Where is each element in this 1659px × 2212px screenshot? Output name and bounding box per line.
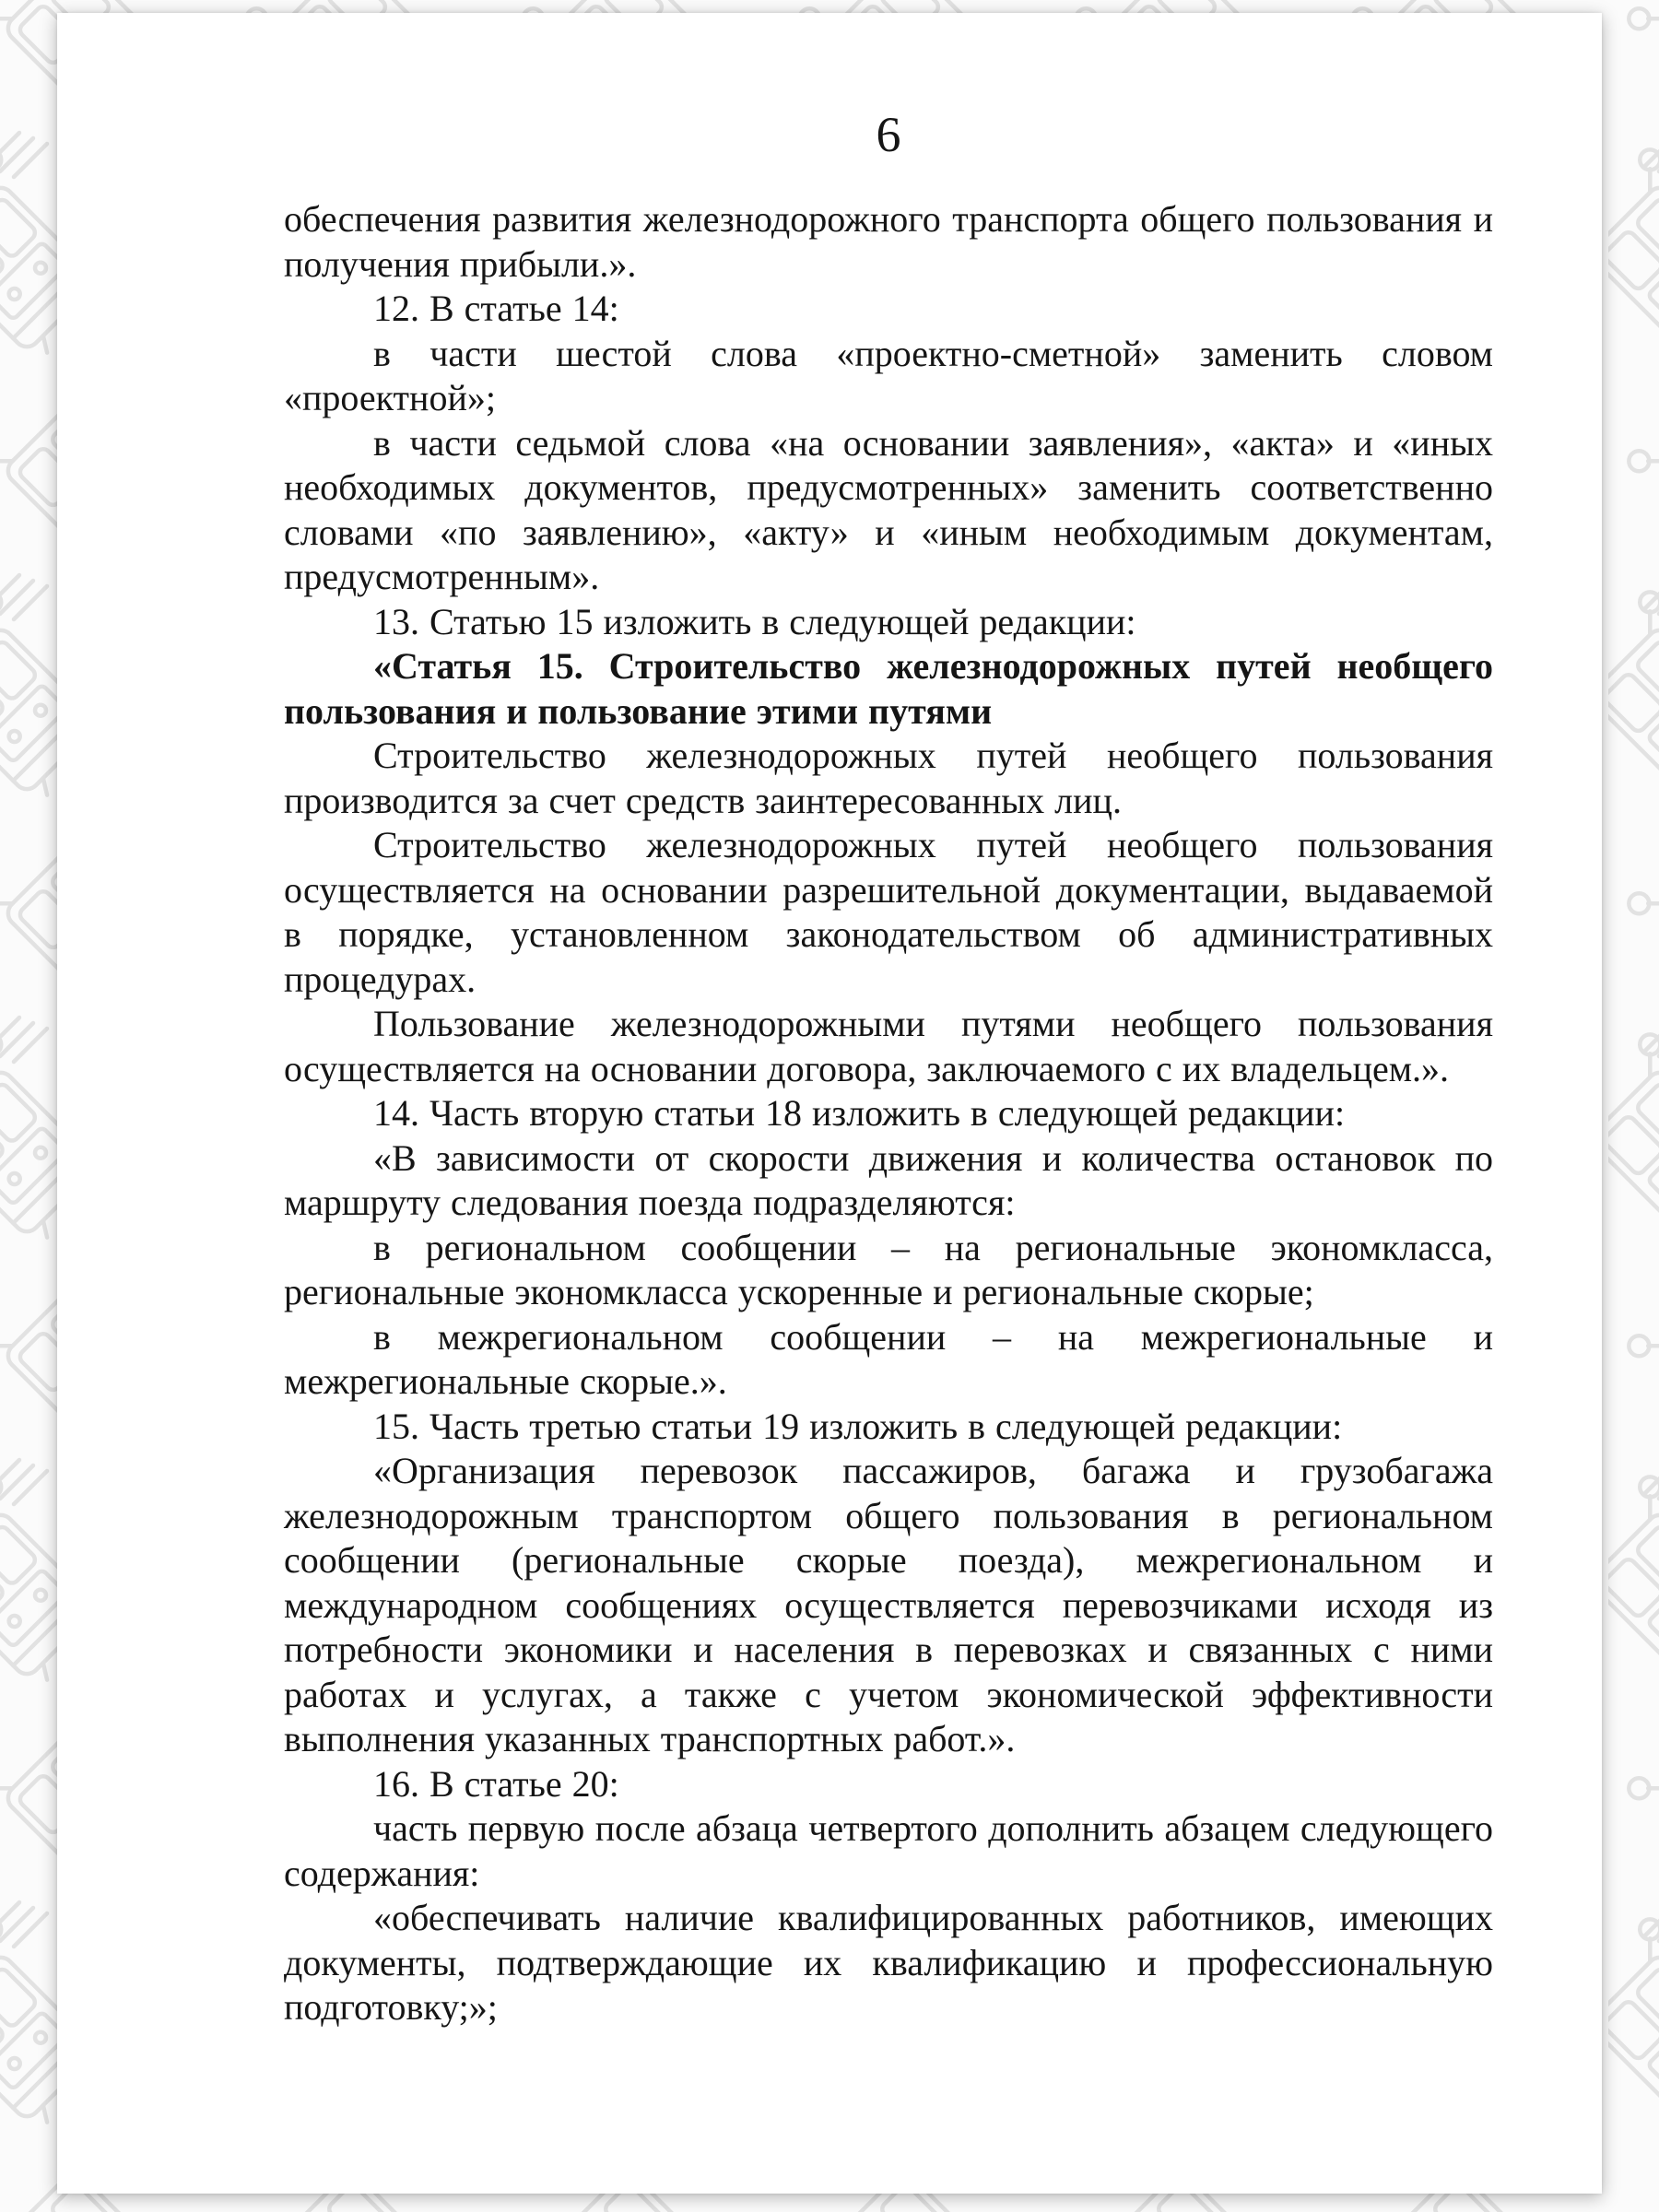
item-16-text-1: часть первую после абзаца четвертого дополнить абзацем следующего содержания: bbox=[284, 1807, 1493, 1894]
item-14-text-3: в межрегиональном сообщении – на межрегиональные и межрегиональные скорые.». bbox=[284, 1315, 1493, 1402]
document-content bbox=[284, 197, 1493, 2030]
article-15-para-1: Строительство железнодорожных путей необщего пользования производится за счет средств заинтересованных лиц. bbox=[284, 735, 1493, 821]
continuation-paragraph: обеспечения развития железнодорожного транспорта общего пользования и получения прибыли.». bbox=[284, 198, 1493, 285]
article-15-para-2: Строительство железнодорожных путей необщего пользования осуществляется на основании разрешительной документации, выдаваемой в порядке, установленном законодательством об административных процедурах. bbox=[284, 824, 1493, 1000]
item-13: 13. Статью 15 изложить в следующей редакции: bbox=[373, 600, 1136, 642]
page-number: 6 bbox=[876, 107, 901, 162]
item-12-part-6: в части шестой слова «проектно-сметной» заменить словом «проектной»; bbox=[284, 332, 1493, 418]
item-15-text: «Организация перевозок пассажиров, багажа и грузобагажа железнодорожным транспортом общего пользования в региональном сообщении (региональные скорые поезда), межрегиональном и международном сообщениях осуществляется перевозчиками исходя из потребности экономики и населения в перевозках и связанных с ними работах и услугах, а также с учетом экономической эффективности выполнения указанных транспортных работ.». bbox=[284, 1450, 1493, 1759]
article-15-para-3: Пользование железнодорожными путями необщего пользования осуществляется на основании договора, заключаемого с их владельцем.». bbox=[284, 1003, 1493, 1089]
document-page bbox=[57, 13, 1602, 2194]
item-12: 12. В статье 14: bbox=[373, 288, 619, 329]
item-14-text-2: в региональном сообщении – на региональные экономкласса, региональные экономкласса ускоренные и региональные скорые; bbox=[284, 1226, 1493, 1312]
item-16-text-2: «обеспечивать наличие квалифицированных работников, имеющих документы, подтверждающие их квалификацию и профессиональную подготовку;»; bbox=[284, 1897, 1493, 2028]
item-15: 15. Часть третью статьи 19 изложить в следующей редакции: bbox=[373, 1405, 1343, 1447]
item-14-text-1: «В зависимости от скорости движения и количества остановок по маршруту следования поезда подразделяются: bbox=[284, 1136, 1493, 1223]
article-15-heading: «Статья 15. Строительство железнодорожных путей необщего пользования и пользование этими путями bbox=[284, 645, 1493, 732]
item-16: 16. В статье 20: bbox=[373, 1762, 619, 1805]
item-12-part-7: в части седьмой слова «на основании заявления», «акта» и «иных необходимых документов, предусмотренных» заменить соответственно словами «по заявлению», «акту» и «иным необходимым документам, предусмотренным». bbox=[284, 421, 1493, 597]
item-14: 14. Часть вторую статьи 18 изложить в следующей редакции: bbox=[373, 1092, 1346, 1134]
